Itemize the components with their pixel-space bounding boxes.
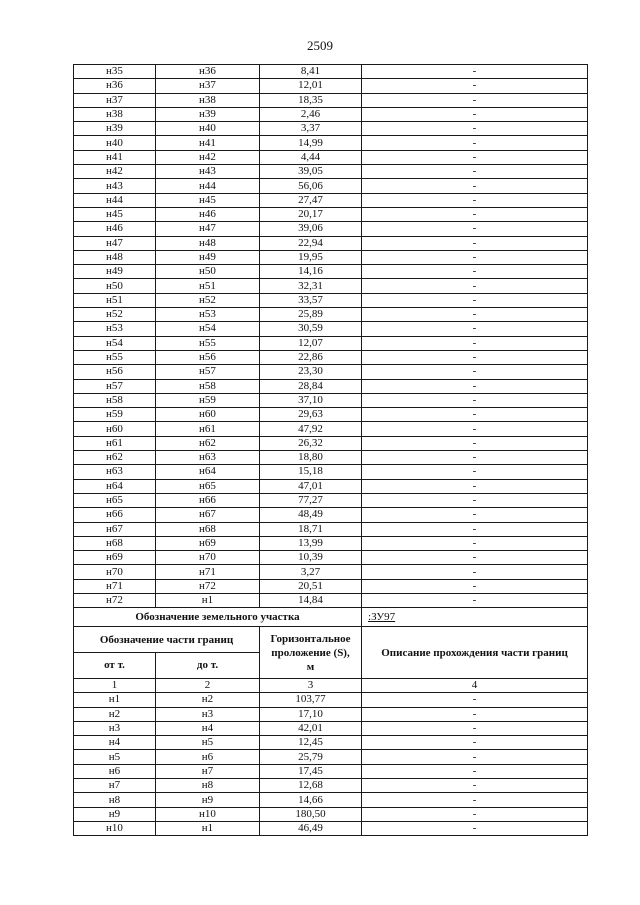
from-point-cell: н35	[74, 65, 156, 79]
from-point-cell: н39	[74, 122, 156, 136]
to-point-cell: н72	[156, 579, 260, 593]
from-point-cell: н44	[74, 193, 156, 207]
distance-cell: 22,94	[260, 236, 362, 250]
from-point-cell: н40	[74, 136, 156, 150]
description-cell: -	[362, 736, 588, 750]
distance-cell: 12,68	[260, 779, 362, 793]
distance-cell: 8,41	[260, 65, 362, 79]
to-point-cell: н49	[156, 250, 260, 264]
distance-cell: 47,92	[260, 422, 362, 436]
from-point-cell: н51	[74, 293, 156, 307]
table-row	[74, 279, 588, 293]
table-row	[74, 693, 588, 707]
table-row	[74, 107, 588, 121]
from-point-cell: н6	[74, 764, 156, 778]
from-point-cell: н8	[74, 793, 156, 807]
from-point-cell: н72	[74, 593, 156, 607]
distance-cell: 18,35	[260, 93, 362, 107]
to-point-cell: н66	[156, 493, 260, 507]
distance-cell: 26,32	[260, 436, 362, 450]
distance-cell: 20,17	[260, 207, 362, 221]
from-point-cell: н63	[74, 465, 156, 479]
distance-cell: 47,01	[260, 479, 362, 493]
to-point-cell: н41	[156, 136, 260, 150]
table-row	[74, 451, 588, 465]
to-point-cell: н38	[156, 93, 260, 107]
description-cell: -	[362, 408, 588, 422]
to-point-cell: н6	[156, 750, 260, 764]
to-point-cell: н5	[156, 736, 260, 750]
table-row	[74, 508, 588, 522]
table-row	[74, 522, 588, 536]
table-row	[74, 179, 588, 193]
table-row	[74, 393, 588, 407]
distance-cell: 12,01	[260, 79, 362, 93]
to-point-cell: н59	[156, 393, 260, 407]
distance-cell: 30,59	[260, 322, 362, 336]
description-cell: -	[362, 293, 588, 307]
table-row	[74, 193, 588, 207]
to-point-cell: н53	[156, 308, 260, 322]
to-point-cell: н58	[156, 379, 260, 393]
distance-cell: 23,30	[260, 365, 362, 379]
to-point-cell: н1	[156, 821, 260, 835]
description-cell: -	[362, 465, 588, 479]
to-point-cell: н48	[156, 236, 260, 250]
table-row	[74, 236, 588, 250]
table-row	[74, 165, 588, 179]
to-point-cell: н63	[156, 451, 260, 465]
from-point-cell: н9	[74, 807, 156, 821]
from-point-cell: н5	[74, 750, 156, 764]
from-point-cell: н7	[74, 779, 156, 793]
to-point-cell: н65	[156, 479, 260, 493]
from-point-cell: н45	[74, 207, 156, 221]
from-point-cell: н41	[74, 150, 156, 164]
distance-cell: 32,31	[260, 279, 362, 293]
distance-cell: 48,49	[260, 508, 362, 522]
from-point-cell: н53	[74, 322, 156, 336]
to-point-cell: н52	[156, 293, 260, 307]
table-row	[74, 65, 588, 79]
description-cell: -	[362, 451, 588, 465]
from-point-cell: н58	[74, 393, 156, 407]
distance-cell: 25,79	[260, 750, 362, 764]
column-number-2: 2	[156, 679, 260, 693]
to-point-cell: н55	[156, 336, 260, 350]
to-point-cell: н1	[156, 593, 260, 607]
description-cell: -	[362, 207, 588, 221]
table-row	[74, 207, 588, 221]
description-cell: -	[362, 721, 588, 735]
from-point-cell: н1	[74, 693, 156, 707]
to-point-cell: н7	[156, 764, 260, 778]
distance-cell: 14,99	[260, 136, 362, 150]
table-row	[74, 479, 588, 493]
to-point-cell: н9	[156, 793, 260, 807]
description-cell: -	[362, 65, 588, 79]
distance-cell: 39,05	[260, 165, 362, 179]
description-cell: -	[362, 179, 588, 193]
to-point-cell: н47	[156, 222, 260, 236]
table-row	[74, 422, 588, 436]
description-cell: -	[362, 165, 588, 179]
distance-cell: 33,57	[260, 293, 362, 307]
description-cell: -	[362, 150, 588, 164]
to-point-cell: н45	[156, 193, 260, 207]
distance-cell: 56,06	[260, 179, 362, 193]
distance-cell: 17,10	[260, 707, 362, 721]
horizontal-distance-header-line3: м	[306, 660, 315, 673]
distance-cell: 22,86	[260, 350, 362, 364]
to-point-cell: н3	[156, 707, 260, 721]
column-number-4: 4	[362, 679, 588, 693]
table-row	[74, 250, 588, 264]
from-point-cell: н68	[74, 536, 156, 550]
table-row	[74, 436, 588, 450]
distance-cell: 12,45	[260, 736, 362, 750]
description-cell: -	[362, 579, 588, 593]
description-cell: -	[362, 565, 588, 579]
from-point-cell: н38	[74, 107, 156, 121]
description-cell: -	[362, 107, 588, 121]
table-row	[74, 793, 588, 807]
description-cell: -	[362, 222, 588, 236]
plot-boundary-table-body	[74, 693, 588, 836]
from-point-cell: н66	[74, 508, 156, 522]
description-cell: -	[362, 336, 588, 350]
description-cell: -	[362, 122, 588, 136]
description-cell: -	[362, 536, 588, 550]
from-point-cell: н48	[74, 250, 156, 264]
description-cell: -	[362, 136, 588, 150]
table-row	[74, 565, 588, 579]
table-row	[74, 579, 588, 593]
table-row	[74, 736, 588, 750]
table-row	[74, 721, 588, 735]
table-row	[74, 465, 588, 479]
from-point-cell: н49	[74, 265, 156, 279]
from-point-cell: н70	[74, 565, 156, 579]
table-row	[74, 493, 588, 507]
column-number-1: 1	[74, 679, 156, 693]
description-cell: -	[362, 750, 588, 764]
column-number-3: 3	[260, 679, 362, 693]
table-row	[74, 365, 588, 379]
to-point-cell: н42	[156, 150, 260, 164]
distance-cell: 20,51	[260, 579, 362, 593]
horizontal-distance-header	[260, 627, 362, 679]
distance-cell: 15,18	[260, 465, 362, 479]
description-cell: -	[362, 250, 588, 264]
from-point-cell: н64	[74, 479, 156, 493]
table-row	[74, 350, 588, 364]
description-cell: -	[362, 365, 588, 379]
plot-boundary-table	[73, 607, 588, 836]
to-point-cell: н43	[156, 165, 260, 179]
table-row	[74, 379, 588, 393]
distance-cell: 25,89	[260, 308, 362, 322]
to-point-cell: н10	[156, 807, 260, 821]
to-point-cell: н64	[156, 465, 260, 479]
to-point-cell: н39	[156, 107, 260, 121]
description-cell: -	[362, 193, 588, 207]
distance-cell: 4,44	[260, 150, 362, 164]
to-point-cell: н50	[156, 265, 260, 279]
to-point-cell: н60	[156, 408, 260, 422]
table-row	[74, 593, 588, 607]
distance-cell: 37,10	[260, 393, 362, 407]
table-row	[74, 764, 588, 778]
from-point-cell: н52	[74, 308, 156, 322]
distance-cell: 180,50	[260, 807, 362, 821]
description-cell: -	[362, 593, 588, 607]
table-row	[74, 122, 588, 136]
distance-cell: 12,07	[260, 336, 362, 350]
boundary-table-body	[74, 65, 588, 608]
to-point-cell: н40	[156, 122, 260, 136]
table-row	[74, 222, 588, 236]
from-point-cell: н60	[74, 422, 156, 436]
description-cell: -	[362, 707, 588, 721]
description-cell: -	[362, 793, 588, 807]
distance-cell: 28,84	[260, 379, 362, 393]
from-point-cell: н50	[74, 279, 156, 293]
from-point-cell: н55	[74, 350, 156, 364]
distance-cell: 14,16	[260, 265, 362, 279]
table-row	[74, 136, 588, 150]
distance-cell: 17,45	[260, 764, 362, 778]
description-cell: -	[362, 422, 588, 436]
to-point-cell: н62	[156, 436, 260, 450]
table-row	[74, 707, 588, 721]
from-point-cell: н57	[74, 379, 156, 393]
from-point-header: от т.	[74, 653, 156, 679]
description-cell: -	[362, 93, 588, 107]
horizontal-distance-header-line1: Горизонтальное	[270, 632, 351, 645]
description-cell: -	[362, 764, 588, 778]
description-cell: -	[362, 779, 588, 793]
table-row	[74, 79, 588, 93]
description-cell: -	[362, 436, 588, 450]
distance-cell: 3,27	[260, 565, 362, 579]
from-point-cell: н54	[74, 336, 156, 350]
table-row	[74, 408, 588, 422]
from-point-cell: н71	[74, 579, 156, 593]
from-point-cell: н37	[74, 93, 156, 107]
description-cell: -	[362, 265, 588, 279]
distance-cell: 18,80	[260, 451, 362, 465]
description-cell: -	[362, 522, 588, 536]
description-cell: -	[362, 693, 588, 707]
to-point-header: до т.	[156, 653, 260, 679]
to-point-cell: н68	[156, 522, 260, 536]
description-cell: -	[362, 479, 588, 493]
to-point-cell: н46	[156, 207, 260, 221]
to-point-cell: н70	[156, 551, 260, 565]
table-row	[74, 779, 588, 793]
distance-cell: 2,46	[260, 107, 362, 121]
table-row	[74, 336, 588, 350]
from-point-cell: н59	[74, 408, 156, 422]
plot-designation-label: Обозначение земельного участка	[74, 608, 362, 627]
description-cell: -	[362, 379, 588, 393]
table-row	[74, 322, 588, 336]
from-point-cell: н47	[74, 236, 156, 250]
from-point-cell: н42	[74, 165, 156, 179]
to-point-cell: н51	[156, 279, 260, 293]
table-row	[74, 807, 588, 821]
distance-cell: 42,01	[260, 721, 362, 735]
to-point-cell: н71	[156, 565, 260, 579]
from-point-cell: н61	[74, 436, 156, 450]
table-row	[74, 821, 588, 835]
distance-cell: 103,77	[260, 693, 362, 707]
description-cell: -	[362, 79, 588, 93]
distance-cell: 14,84	[260, 593, 362, 607]
description-cell: -	[362, 308, 588, 322]
to-point-cell: н8	[156, 779, 260, 793]
from-point-cell: н43	[74, 179, 156, 193]
description-cell: -	[362, 551, 588, 565]
table-row	[74, 265, 588, 279]
to-point-cell: н56	[156, 350, 260, 364]
from-point-cell: н56	[74, 365, 156, 379]
from-point-cell: н2	[74, 707, 156, 721]
plot-designation-value: :ЗУ97	[362, 608, 588, 627]
to-point-cell: н57	[156, 365, 260, 379]
table-row	[74, 150, 588, 164]
distance-cell: 19,95	[260, 250, 362, 264]
to-point-cell: н67	[156, 508, 260, 522]
table-row	[74, 750, 588, 764]
distance-cell: 3,37	[260, 122, 362, 136]
table-row	[74, 293, 588, 307]
from-point-cell: н67	[74, 522, 156, 536]
page-number: 2509	[307, 38, 333, 53]
from-point-cell: н65	[74, 493, 156, 507]
from-point-cell: н4	[74, 736, 156, 750]
description-cell: -	[362, 322, 588, 336]
distance-cell: 10,39	[260, 551, 362, 565]
from-point-cell: н62	[74, 451, 156, 465]
table-row	[74, 308, 588, 322]
from-point-cell: н3	[74, 721, 156, 735]
to-point-cell: н4	[156, 721, 260, 735]
to-point-cell: н61	[156, 422, 260, 436]
description-header: Описание прохождения части границ	[362, 627, 588, 679]
description-cell: -	[362, 493, 588, 507]
table-row	[74, 536, 588, 550]
part-designation-header: Обозначение части границ	[74, 627, 260, 653]
table-row	[74, 93, 588, 107]
table-row	[74, 551, 588, 565]
distance-cell: 14,66	[260, 793, 362, 807]
description-cell: -	[362, 279, 588, 293]
description-cell: -	[362, 350, 588, 364]
distance-cell: 27,47	[260, 193, 362, 207]
to-point-cell: н2	[156, 693, 260, 707]
from-point-cell: н10	[74, 821, 156, 835]
to-point-cell: н54	[156, 322, 260, 336]
distance-cell: 18,71	[260, 522, 362, 536]
to-point-cell: н69	[156, 536, 260, 550]
from-point-cell: н46	[74, 222, 156, 236]
from-point-cell: н36	[74, 79, 156, 93]
to-point-cell: н37	[156, 79, 260, 93]
distance-cell: 46,49	[260, 821, 362, 835]
from-point-cell: н69	[74, 551, 156, 565]
to-point-cell: н44	[156, 179, 260, 193]
boundary-table-continued	[73, 64, 588, 608]
description-cell: -	[362, 393, 588, 407]
description-cell: -	[362, 821, 588, 835]
distance-cell: 39,06	[260, 222, 362, 236]
horizontal-distance-header-line2: проложение (S),	[271, 646, 350, 659]
description-cell: -	[362, 508, 588, 522]
description-cell: -	[362, 807, 588, 821]
distance-cell: 29,63	[260, 408, 362, 422]
description-cell: -	[362, 236, 588, 250]
distance-cell: 13,99	[260, 536, 362, 550]
to-point-cell: н36	[156, 65, 260, 79]
distance-cell: 77,27	[260, 493, 362, 507]
